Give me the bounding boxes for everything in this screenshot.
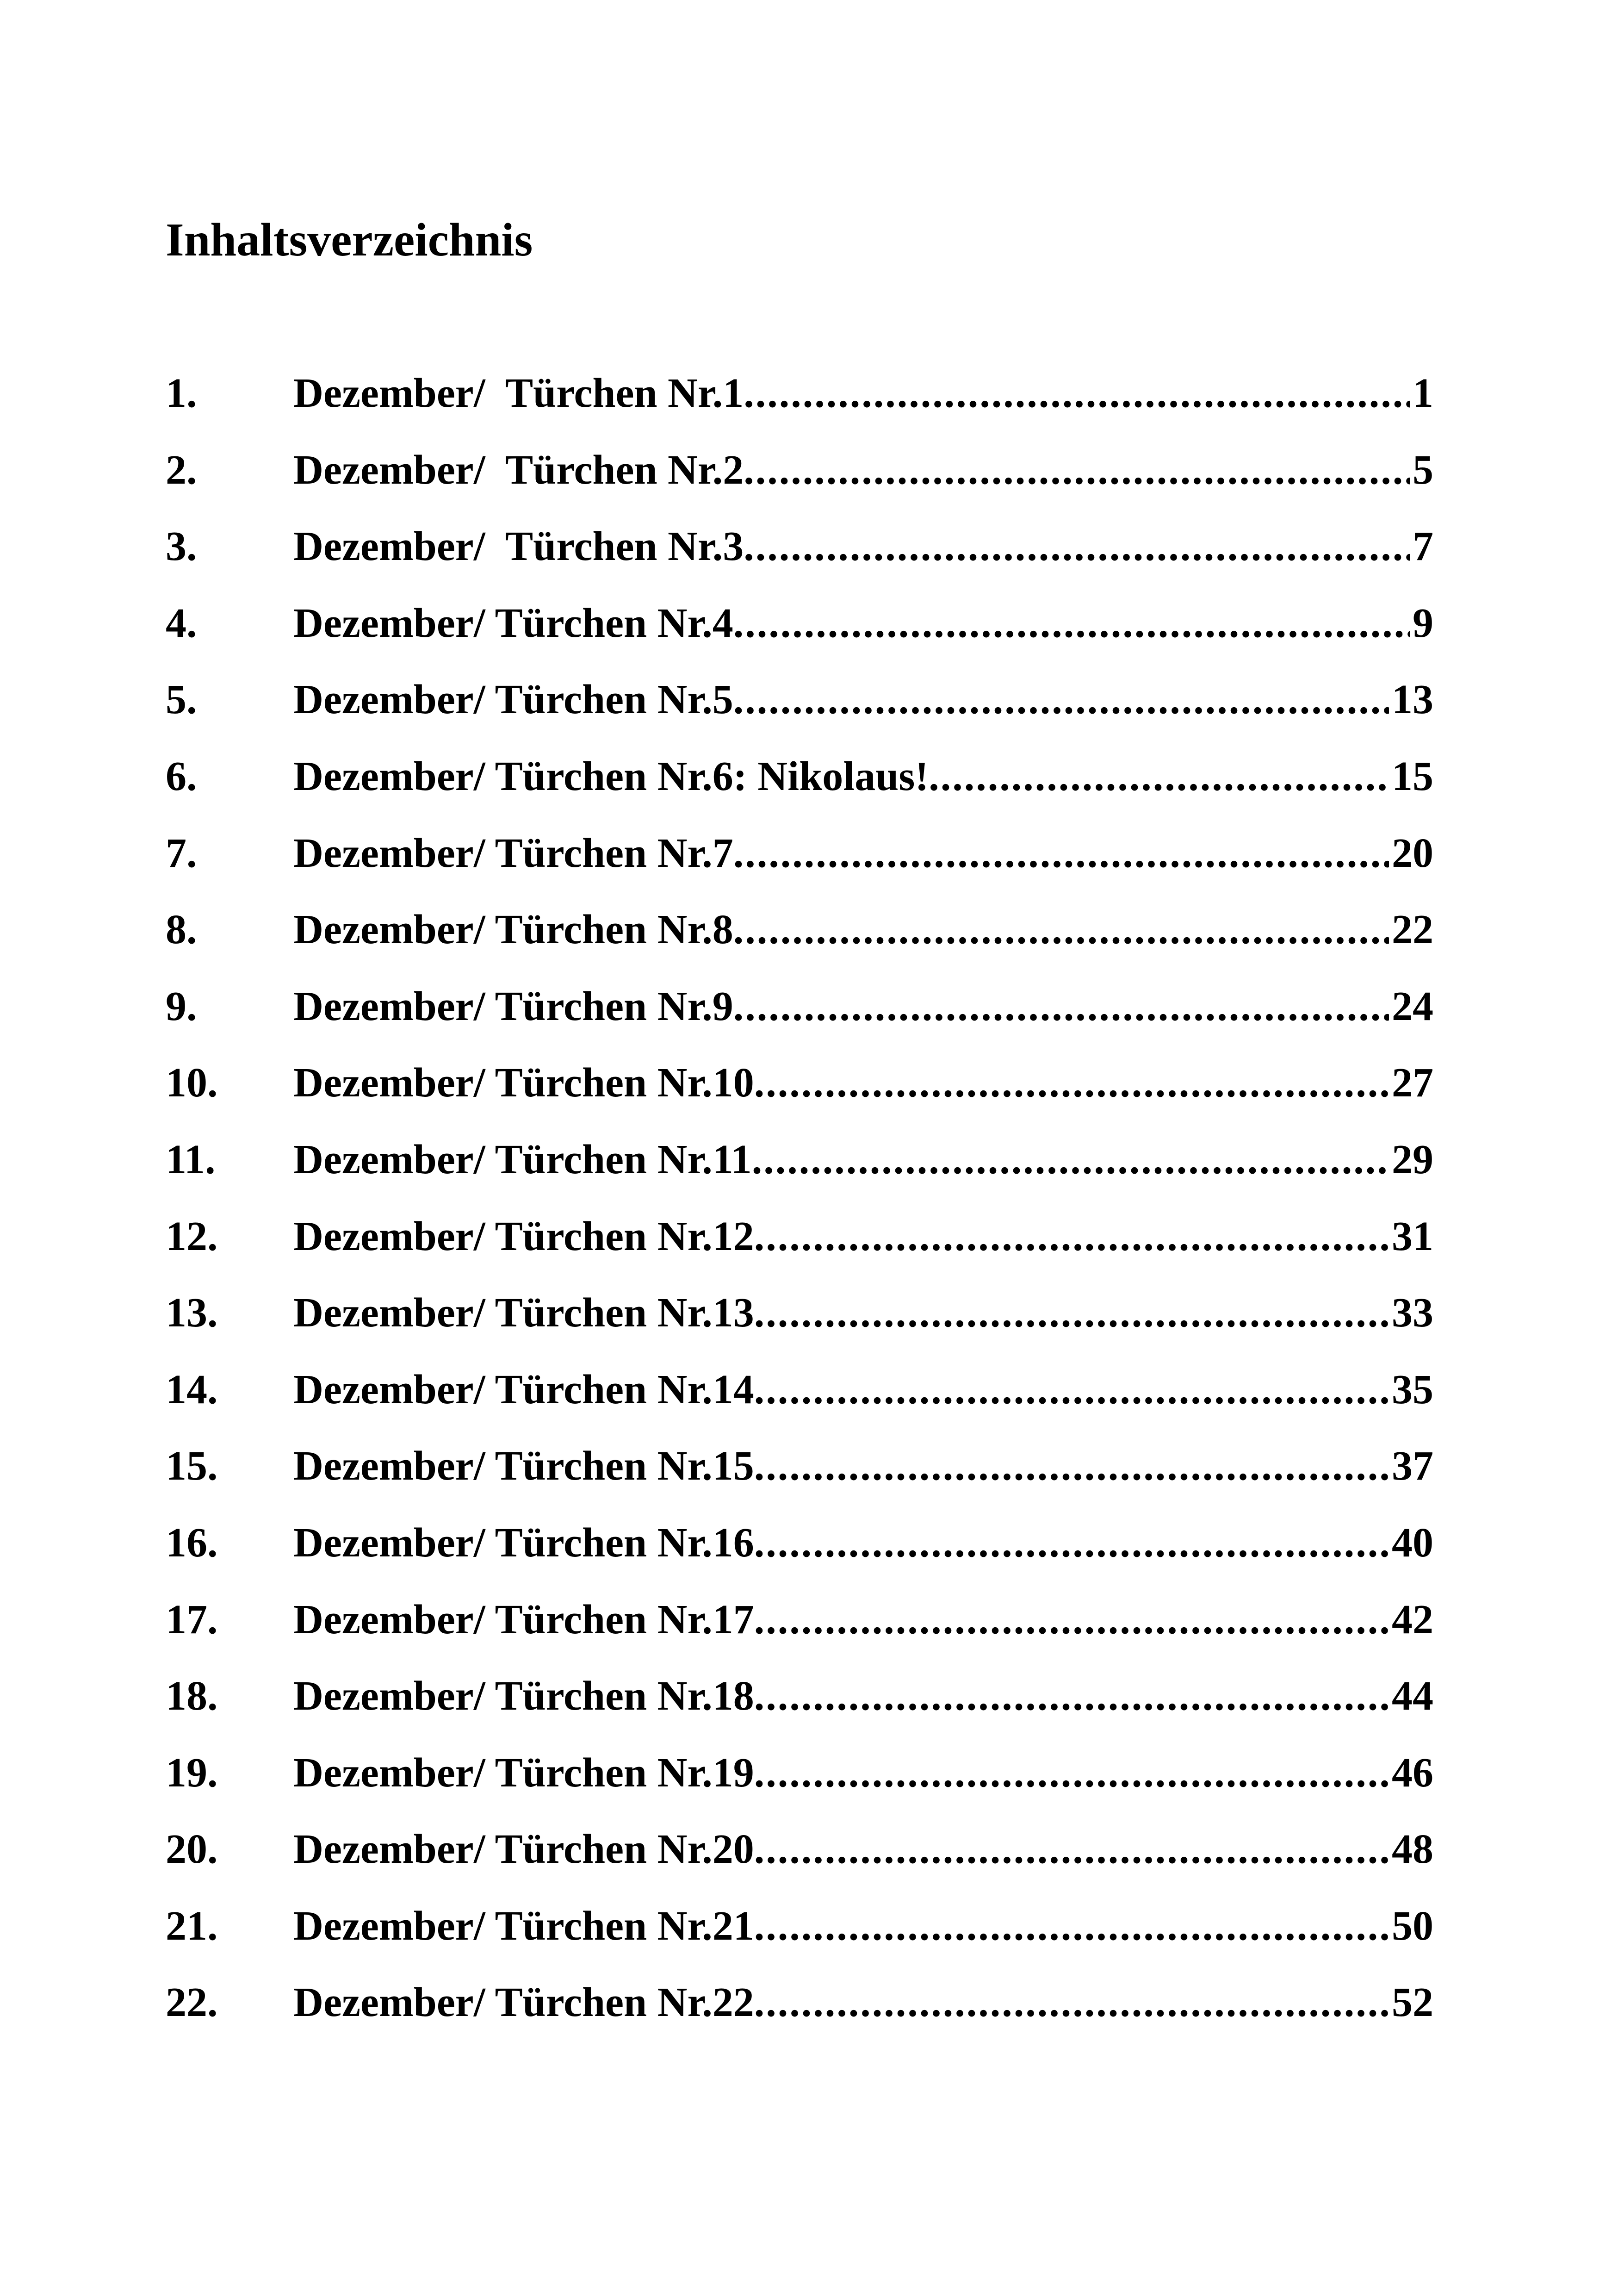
toc-entry[interactable] <box>166 1062 1433 1139</box>
toc-dot-leader <box>754 1369 1389 1411</box>
toc-entry-page: 15 <box>1392 753 1433 799</box>
toc-entry-number: 21. <box>166 1903 218 1949</box>
toc-entry-page: 7 <box>1413 523 1433 570</box>
toc-entry-title: Dezember/ Türchen Nr.3 <box>293 523 744 570</box>
toc-entry-title: Dezember/ Türchen Nr.5 <box>293 677 733 723</box>
toc-dot-leader <box>744 373 1410 414</box>
toc-entry-number: 18. <box>166 1673 218 1719</box>
toc-entry-number: 8. <box>166 907 197 953</box>
toc-entry-page: 27 <box>1392 1060 1433 1106</box>
toc-entry-number: 6. <box>166 753 197 799</box>
toc-entry-title: Dezember/ Türchen Nr.6: Nikolaus! <box>293 753 929 799</box>
toc-entry-title: Dezember/ Türchen Nr.18 <box>293 1673 754 1719</box>
toc-entry-title: Dezember/ Türchen Nr.12 <box>293 1213 754 1259</box>
toc-entry-page: 29 <box>1392 1136 1433 1182</box>
toc-entry-title: Dezember/ Türchen Nr.1 <box>293 370 744 416</box>
toc-entry-page: 48 <box>1392 1826 1433 1873</box>
toc-entry-title: Dezember/ Türchen Nr.8 <box>293 907 733 953</box>
toc-entry[interactable] <box>166 449 1433 526</box>
toc-dot-leader <box>754 1599 1389 1641</box>
toc-dot-leader <box>733 679 1389 721</box>
toc-entry-number: 5. <box>166 677 197 723</box>
toc-entry-title: Dezember/ Türchen Nr.11 <box>293 1136 752 1182</box>
toc-entry[interactable] <box>166 830 1433 909</box>
toc-entry-title: Dezember/ Türchen Nr.22 <box>293 1979 754 2026</box>
toc-entry-title: Dezember/ Türchen Nr.10 <box>293 1060 754 1106</box>
toc-entry-title: Dezember/ Türchen Nr.4 <box>293 600 733 646</box>
toc-entry-page: 35 <box>1392 1366 1433 1412</box>
toc-entry-page: 1 <box>1413 370 1433 416</box>
toc-entry-number: 12. <box>166 1213 218 1259</box>
toc-entry[interactable] <box>166 983 1433 1063</box>
toc-entry-number: 4. <box>166 600 197 646</box>
toc-entry[interactable] <box>166 909 1433 986</box>
toc-entry[interactable] <box>166 370 1433 449</box>
toc-entry-number: 2. <box>166 447 197 493</box>
toc-entry-title: Dezember/ Türchen Nr.7 <box>293 830 733 876</box>
toc-entry-title: Dezember/ Türchen Nr.17 <box>293 1596 754 1643</box>
toc-entry[interactable] <box>166 1749 1433 1829</box>
toc-entry[interactable] <box>166 600 1433 679</box>
toc-dot-leader <box>754 1292 1389 1334</box>
toc-entry[interactable] <box>166 523 1433 603</box>
toc-entry[interactable] <box>166 1136 1433 1216</box>
toc-dot-leader <box>733 909 1389 951</box>
toc-list <box>166 370 1433 2059</box>
toc-entry-number: 11. <box>166 1136 216 1182</box>
toc-dot-leader <box>733 603 1410 644</box>
toc-entry-title: Dezember/ Türchen Nr.15 <box>293 1443 754 1489</box>
toc-dot-leader <box>754 1675 1389 1717</box>
toc-entry-page: 24 <box>1392 983 1433 1029</box>
toc-dot-leader <box>744 526 1410 567</box>
toc-entry[interactable] <box>166 1596 1433 1676</box>
toc-entry[interactable] <box>166 1979 1433 2059</box>
toc-entry-title: Dezember/ Türchen Nr.13 <box>293 1290 754 1336</box>
toc-entry[interactable] <box>166 1292 1433 1369</box>
toc-entry-title: Dezember/ Türchen Nr.21 <box>293 1903 754 1949</box>
toc-entry-page: 50 <box>1392 1903 1433 1949</box>
toc-entry-number: 17. <box>166 1596 218 1643</box>
toc-dot-leader <box>733 833 1389 874</box>
toc-entry[interactable] <box>166 1905 1433 1982</box>
toc-entry[interactable] <box>166 753 1433 833</box>
toc-dot-leader <box>754 1752 1389 1794</box>
toc-entry[interactable] <box>166 1213 1433 1293</box>
toc-entry-number: 13. <box>166 1290 218 1336</box>
toc-entry-page: 52 <box>1392 1979 1433 2026</box>
toc-dot-leader <box>754 1982 1389 2023</box>
toc-entry-page: 44 <box>1392 1673 1433 1719</box>
toc-entry-page: 46 <box>1392 1749 1433 1796</box>
toc-entry-number: 10. <box>166 1060 218 1106</box>
toc-entry[interactable] <box>166 1675 1433 1752</box>
toc-dot-leader <box>754 1445 1389 1487</box>
toc-entry-number: 15. <box>166 1443 218 1489</box>
toc-entry[interactable] <box>166 1445 1433 1522</box>
toc-entry-title: Dezember/ Türchen Nr.19 <box>293 1749 754 1796</box>
toc-entry[interactable] <box>166 679 1433 756</box>
toc-entry[interactable] <box>166 1366 1433 1446</box>
toc-dot-leader <box>754 1829 1389 1870</box>
toc-entry-title: Dezember/ Türchen Nr.9 <box>293 983 733 1029</box>
toc-entry-number: 20. <box>166 1826 218 1873</box>
toc-entry-title: Dezember/ Türchen Nr.14 <box>293 1366 754 1412</box>
toc-dot-leader <box>754 1905 1389 1947</box>
toc-entry-number: 9. <box>166 983 197 1029</box>
toc-entry-page: 33 <box>1392 1290 1433 1336</box>
toc-entry-number: 16. <box>166 1519 218 1566</box>
toc-entry-page: 40 <box>1392 1519 1433 1566</box>
toc-entry-title: Dezember/ Türchen Nr.20 <box>293 1826 754 1873</box>
toc-dot-leader <box>754 1216 1389 1257</box>
toc-dot-leader <box>754 1522 1389 1564</box>
toc-entry-page: 13 <box>1392 677 1433 723</box>
toc-entry-number: 3. <box>166 523 197 570</box>
toc-entry-page: 5 <box>1413 447 1433 493</box>
toc-entry-page: 9 <box>1413 600 1433 646</box>
toc-entry-page: 42 <box>1392 1596 1433 1643</box>
toc-entry-page: 37 <box>1392 1443 1433 1489</box>
toc-entry-number: 22. <box>166 1979 218 2026</box>
toc-heading: Inhaltsverzeichnis <box>166 214 533 266</box>
toc-entry-title: Dezember/ Türchen Nr.16 <box>293 1519 754 1566</box>
toc-entry-number: 19. <box>166 1749 218 1796</box>
toc-dot-leader <box>754 1062 1389 1104</box>
toc-entry-page: 31 <box>1392 1213 1433 1259</box>
toc-entry-title: Dezember/ Türchen Nr.2 <box>293 447 744 493</box>
toc-entry[interactable] <box>166 1826 1433 1905</box>
toc-dot-leader <box>733 986 1389 1027</box>
toc-entry-page: 20 <box>1392 830 1433 876</box>
toc-entry-number: 14. <box>166 1366 218 1412</box>
toc-entry-number: 1. <box>166 370 197 416</box>
toc-dot-leader <box>929 756 1389 797</box>
toc-entry[interactable] <box>166 1519 1433 1599</box>
toc-dot-leader <box>752 1139 1389 1181</box>
toc-entry-page: 22 <box>1392 907 1433 953</box>
toc-entry-number: 7. <box>166 830 197 876</box>
toc-dot-leader <box>744 449 1410 491</box>
